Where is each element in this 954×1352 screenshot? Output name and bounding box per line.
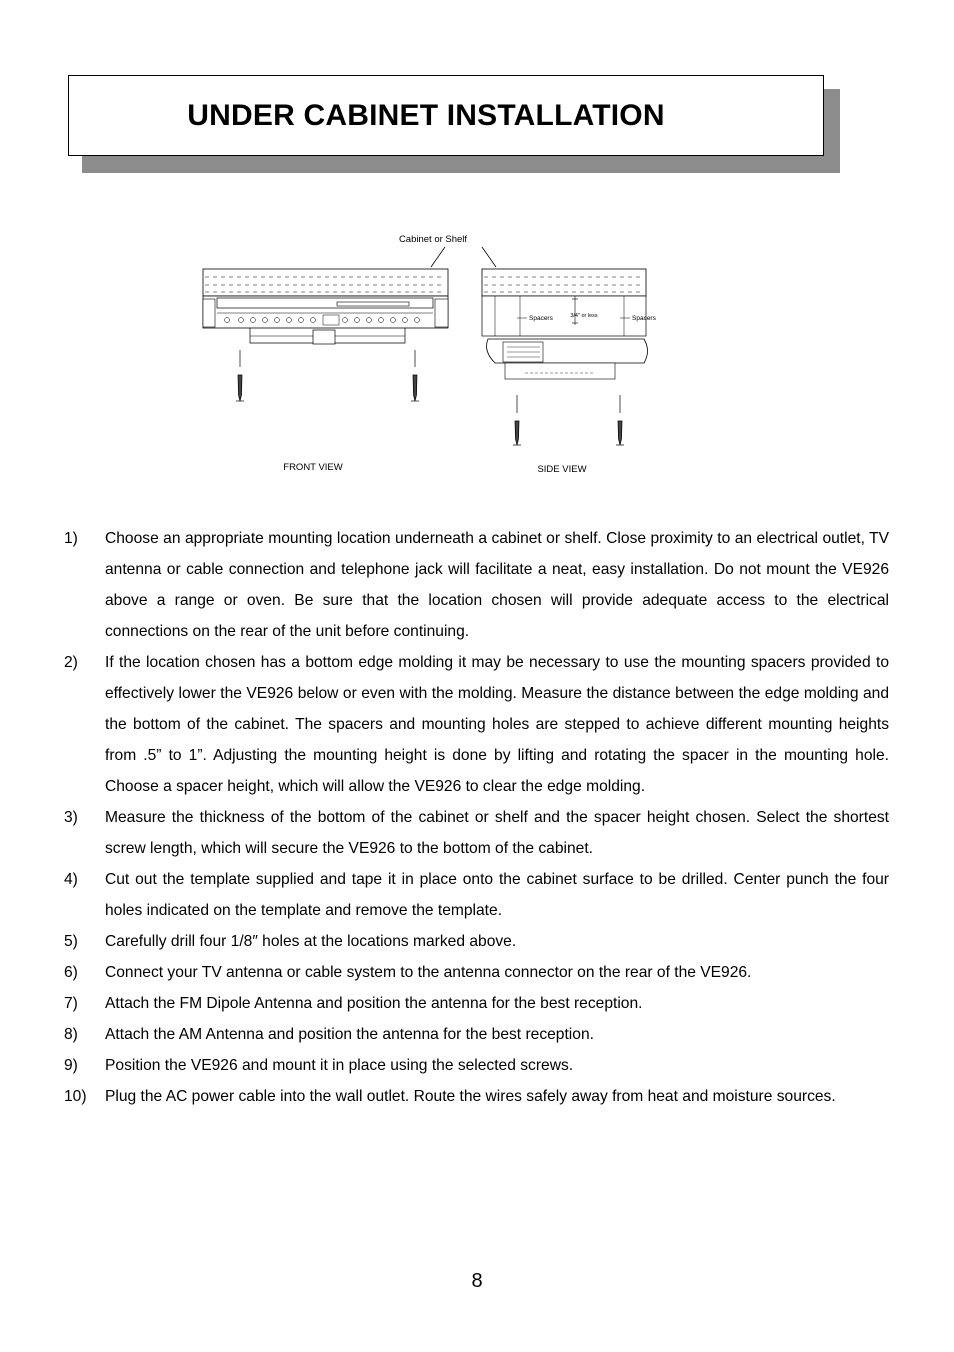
step-number: 4): [64, 871, 78, 888]
step-number: 6): [64, 964, 78, 981]
spacers-left-label: Spacers: [529, 315, 553, 322]
step-text: If the location chosen has a bottom edge molding it may be necessary to use the mounting spacers provided to effectively lower the VE926 below or even with the molding. Measure the distance between the edge molding and the bottom of the cabinet. The spacers and mounting holes are stepped to achieve different mounting heights from .5” to 1”. Adjusting the mounting height is done by lifting and rotating the spacer in the mounting hole. Choose a spacer height, which will allow the VE926 to clear the edge molding.: [105, 654, 889, 795]
step-number: 9): [64, 1057, 78, 1074]
step-text: Carefully drill four 1/8″ holes at the locations marked above.: [105, 933, 517, 950]
list-item: [64, 1081, 889, 1112]
list-item: [64, 926, 889, 957]
step-number: 3): [64, 809, 78, 826]
step-text: Measure the thickness of the bottom of the cabinet or shelf and the spacer height chosen. Select the shortest screw length, which will secure the VE926 to the bottom of the cabinet.: [105, 809, 889, 857]
title-box: [68, 75, 824, 156]
step-text: Attach the FM Dipole Antenna and position the antenna for the best reception.: [105, 995, 643, 1012]
step-text: Attach the AM Antenna and position the antenna for the best reception.: [105, 1026, 594, 1043]
step-text: Plug the AC power cable into the wall outlet. Route the wires safely away from heat and moisture sources.: [105, 1088, 836, 1105]
side-view-drawing: [482, 269, 657, 445]
list-item: [64, 802, 889, 864]
step-number: 10): [64, 1088, 87, 1105]
list-item: [64, 1019, 889, 1050]
page-title: UNDER CABINET INSTALLATION: [187, 98, 665, 132]
spacers-right-label: Spacers: [632, 315, 656, 322]
list-item: [64, 988, 889, 1019]
step-number: 7): [64, 995, 78, 1012]
installation-steps: [64, 523, 889, 1112]
step-text: Connect your TV antenna or cable system to the antenna connector on the rear of the VE926.: [105, 964, 752, 981]
gap-label: 3/4" or less: [570, 313, 598, 319]
list-item: [64, 957, 889, 988]
front-view-label: FRONT VIEW: [283, 462, 343, 473]
step-number: 5): [64, 933, 78, 950]
front-view-drawing: [203, 269, 448, 401]
list-item: [64, 647, 889, 802]
page-number: 8: [471, 1270, 483, 1292]
step-number: 1): [64, 530, 78, 547]
step-number: 8): [64, 1026, 78, 1043]
list-item: [64, 864, 889, 926]
installation-diagram: [195, 225, 675, 485]
step-text: Position the VE926 and mount it in place using the selected screws.: [105, 1057, 574, 1074]
side-view-label: SIDE VIEW: [537, 464, 587, 475]
step-text: Choose an appropriate mounting location underneath a cabinet or shelf. Close proximity to an electrical outlet, TV antenna or cable connection and telephone jack will facilitate a neat, easy installation. Do not mount the VE926 above a range or oven. Be sure that the location chosen will provide adequate access to the electrical connections on the rear of the unit before continuing.: [105, 530, 889, 640]
step-number: 2): [64, 654, 78, 671]
step-text: Cut out the template supplied and tape it in place onto the cabinet surface to be drilled. Center punch the four holes indicated on the template and remove the template.: [105, 871, 889, 919]
list-item: [64, 1050, 889, 1081]
list-item: [64, 523, 889, 647]
cabinet-label: Cabinet or Shelf: [398, 234, 468, 245]
